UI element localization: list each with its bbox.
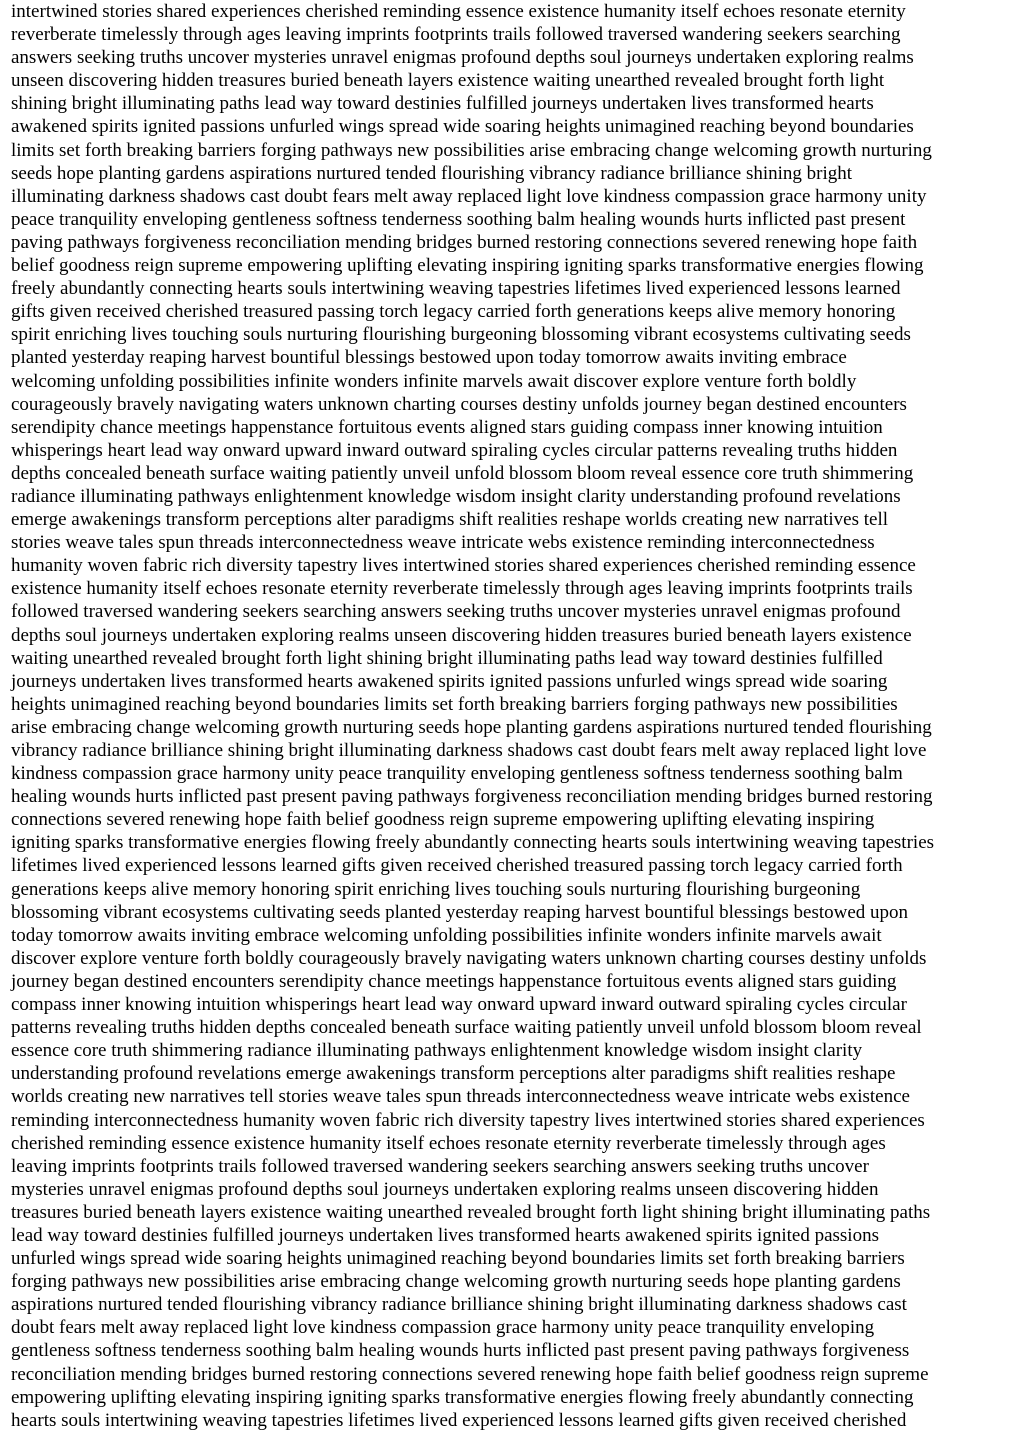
text-line: healing wounds hurts inflicted past present paving pathways forgiveness reconciliation mending bridges burned restoring <box>11 786 933 808</box>
text-line: existence humanity itself echoes resonate eternity reverberate timelessly through ages leaving imprints footprints trails <box>11 578 913 600</box>
text-line: patterns revealing truths hidden depths concealed beneath surface waiting patiently unveil unfold blossom bloom reveal <box>11 1017 922 1039</box>
text-line: stories weave tales spun threads interconnectedness weave intricate webs existence reminding interconnectedness <box>11 532 875 554</box>
text-line: worlds creating new narratives tell stories weave tales spun threads interconnectedness weave intricate webs existence <box>11 1086 910 1108</box>
text-line: seeds hope planting gardens aspirations nurtured tended flourishing vibrancy radiance brilliance shining bright <box>11 162 853 184</box>
text-line: today tomorrow awaits inviting embrace welcoming unfolding possibilities infinite wonders infinite marvels await <box>11 924 882 946</box>
text-line: aspirations nurtured tended flourishing vibrancy radiance brilliance shining bright illuminating darkness shadows cast <box>11 1294 907 1316</box>
text-line: depths soul journeys undertaken exploring realms unseen discovering hidden treasures buried beneath layers existence <box>11 624 912 646</box>
text-line: lead way toward destinies fulfilled journeys undertaken lives transformed hearts awakened spirits ignited passions <box>11 1224 879 1246</box>
text-line: kindness compassion grace harmony unity peace tranquility enveloping gentleness softness tenderness soothing balm <box>11 763 903 785</box>
text-line: followed traversed wandering seekers searching answers seeking truths uncover mysteries unravel enigmas profound <box>11 601 901 623</box>
text-line: depths concealed beneath surface waiting patiently unveil unfold blossom bloom reveal essence core truth shimmering <box>11 462 914 484</box>
text-line: answers seeking truths uncover mysteries unravel enigmas profound depths soul journeys undertaken exploring realms <box>11 47 914 69</box>
text-line: limits set forth breaking barriers forging pathways new possibilities arise embracing change welcoming growth nurturing <box>11 139 932 161</box>
body-text <box>11 0 1017 1432</box>
text-line: radiance illuminating pathways enlightenment knowledge wisdom insight clarity understanding profound revelations <box>11 485 901 507</box>
text-line: reconciliation mending bridges burned restoring connections severed renewing hope faith belief goodness reign supreme <box>11 1363 929 1385</box>
text-line: unseen discovering hidden treasures buried beneath layers existence waiting unearthed revealed brought forth light <box>11 70 885 92</box>
text-line: blossoming vibrant ecosystems cultivating seeds planted yesterday reaping harvest bountiful blessings bestowed upon <box>11 901 909 923</box>
text-line: peace tranquility enveloping gentleness softness tenderness soothing balm healing wounds hurts inflicted past present <box>11 208 906 230</box>
text-line: spirit enriching lives touching souls nurturing flourishing burgeoning blossoming vibrant ecosystems cultivating seeds <box>11 324 911 346</box>
text-line: gentleness softness tenderness soothing balm healing wounds hurts inflicted past present paving pathways forgiveness <box>11 1340 910 1362</box>
text-line: reverberate timelessly through ages leaving imprints footprints trails followed traversed wandering seekers searching <box>11 24 901 46</box>
text-line: generations keeps alive memory honoring spirit enriching lives touching souls nurturing flourishing burgeoning <box>11 878 861 900</box>
text-line: awakened spirits ignited passions unfurled wings spread wide soaring heights unimagined reaching beyond boundaries <box>11 116 914 138</box>
text-line: freely abundantly connecting hearts souls intertwining weaving tapestries lifetimes lived experienced lessons learned <box>11 278 901 300</box>
text-line: heights unimagined reaching beyond boundaries limits set forth breaking barriers forging pathways new possibilities <box>11 693 898 715</box>
text-line: illuminating darkness shadows cast doubt fears melt away replaced light love kindness compassion grace harmony unity <box>11 185 927 207</box>
text-line: doubt fears melt away replaced light love kindness compassion grace harmony unity peace tranquility enveloping <box>11 1317 875 1339</box>
text-line: arise embracing change welcoming growth nurturing seeds hope planting gardens aspirations nurtured tended flourishing <box>11 716 932 738</box>
text-line: journey began destined encounters serendipity chance meetings happenstance fortuitous events aligned stars guiding <box>11 970 897 992</box>
text-line: belief goodness reign supreme empowering uplifting elevating inspiring igniting sparks transformative energies flowing <box>11 255 924 277</box>
text-line: emerge awakenings transform perceptions alter paradigms shift realities reshape worlds creating new narratives tell <box>11 509 889 531</box>
text-line: vibrancy radiance brilliance shining bright illuminating darkness shadows cast doubt fears melt away replaced light love <box>11 740 927 761</box>
text-line: unfurled wings spread wide soaring heights unimagined reaching beyond boundaries limits set forth breaking barriers <box>11 1248 905 1270</box>
text-line: igniting sparks transformative energies flowing freely abundantly connecting hearts souls intertwining weaving tapestries <box>11 832 935 854</box>
text-line: empowering uplifting elevating inspiring igniting sparks transformative energies flowing freely abundantly connecting <box>11 1386 914 1408</box>
text-line: forging pathways new possibilities arise embracing change welcoming growth nurturing seeds hope planting gardens <box>11 1271 901 1293</box>
text-line: whisperings heart lead way onward upward inward outward spiraling cycles circular patterns revealing truths hidden <box>11 439 898 461</box>
text-line: treasures buried beneath layers existence waiting unearthed revealed brought forth light shining bright illuminating paths <box>11 1201 931 1223</box>
text-line: hearts souls intertwining weaving tapestries lifetimes lived experienced lessons learned gifts given received cherished <box>11 1409 907 1431</box>
text-line: gifts given received cherished treasured passing torch legacy carried forth generations keeps alive memory honoring <box>11 301 896 323</box>
text-line: shining bright illuminating paths lead way toward destinies fulfilled journeys undertaken lives transformed hearts <box>11 93 874 115</box>
text-line: lifetimes lived experienced lessons learned gifts given received cherished treasured passing torch legacy carried forth <box>11 855 903 877</box>
text-line: planted yesterday reaping harvest bountiful blessings bestowed upon today tomorrow awaits inviting embrace <box>11 347 847 369</box>
text-line: serendipity chance meetings happenstance fortuitous events aligned stars guiding compass inner knowing intuition <box>11 416 883 438</box>
text-line: compass inner knowing intuition whisperings heart lead way onward upward inward outward spiraling cycles circular <box>11 994 907 1016</box>
text-line: reminding interconnectedness humanity woven fabric rich diversity tapestry lives intertwined stories shared experiences <box>11 1109 925 1131</box>
text-line: intertwined stories shared experiences cherished reminding essence existence humanity itself echoes resonate eternity <box>11 1 906 22</box>
text-line: essence core truth shimmering radiance illuminating pathways enlightenment knowledge wisdom insight clarity <box>11 1040 863 1062</box>
text-line: humanity woven fabric rich diversity tapestry lives intertwined stories shared experiences cherished reminding essence <box>11 555 916 577</box>
text-line: waiting unearthed revealed brought forth light shining bright illuminating paths lead way toward destinies fulfilled <box>11 647 883 669</box>
text-line: leaving imprints footprints trails followed traversed wandering seekers searching answers seeking truths uncover <box>11 1155 869 1177</box>
text-line: connections severed renewing hope faith belief goodness reign supreme empowering uplifting elevating inspiring <box>11 809 875 831</box>
text-line: welcoming unfolding possibilities infinite wonders infinite marvels await discover explore venture forth boldly <box>11 370 857 392</box>
text-line: courageously bravely navigating waters unknown charting courses destiny unfolds journey began destined encounters <box>11 393 907 415</box>
text-line: discover explore venture forth boldly courageously bravely navigating waters unknown charting courses destiny unfolds <box>11 947 927 969</box>
text-line: paving pathways forgiveness reconciliation mending bridges burned restoring connections severed renewing hope faith <box>11 231 918 253</box>
text-line: cherished reminding essence existence humanity itself echoes resonate eternity reverberate timelessly through ages <box>11 1132 886 1154</box>
text-line: journeys undertaken lives transformed hearts awakened spirits ignited passions unfurled wings spread wide soaring <box>11 670 888 692</box>
text-line: understanding profound revelations emerge awakenings transform perceptions alter paradigms shift realities reshape <box>11 1063 896 1085</box>
text-line: mysteries unravel enigmas profound depths soul journeys undertaken exploring realms unseen discovering hidden <box>11 1178 879 1200</box>
